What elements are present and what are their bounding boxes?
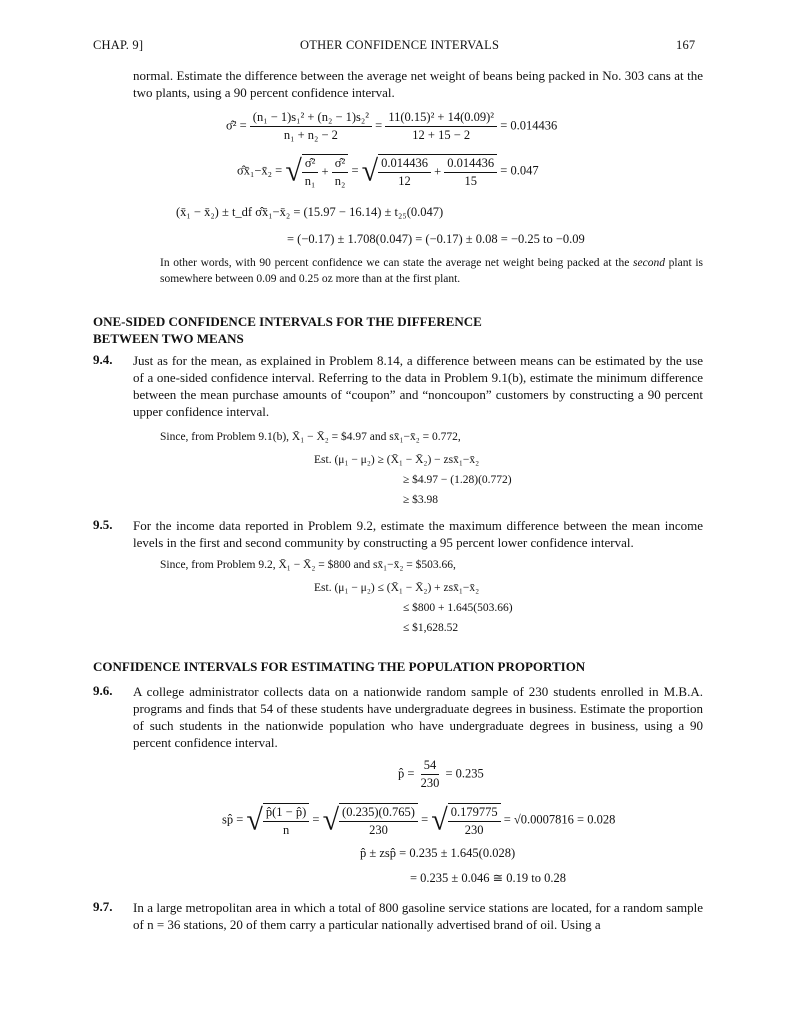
problem-9-4-line1: Est. (μ₁ − μ₂) ≥ (X̄₁ − X̄₂) − zsx̄₁−x̄₂ xyxy=(314,454,480,466)
eq1-lhs: σ̂² = xyxy=(226,118,247,133)
problem-9-5-line2: ≤ $800 + 1.645(503.66) xyxy=(403,602,513,614)
eq1-den2: 12 + 15 − 2 xyxy=(412,128,471,142)
problem-9-5-line1: Est. (μ₁ − μ₂) ≤ (X̄₁ − X̄₂) + zsx̄₁−x̄₂ xyxy=(314,582,480,594)
equation-pooled-variance xyxy=(226,110,557,143)
page-number: 167 xyxy=(676,38,696,52)
sp-den2: 230 xyxy=(369,823,388,837)
equation-interval: (x̄₁ − x̄₂) ± t_df σ̂x̄₁−x̄₂ = (15.97 − 16.14) ± t₂₅(0.047) xyxy=(176,205,444,219)
eq2-bn: n₂ xyxy=(334,174,346,188)
equation-interval-result: = (−0.17) ± 1.708(0.047) = (−0.17) ± 0.08 = −0.25 to −0.09 xyxy=(287,232,585,246)
sp-eq1: = xyxy=(312,812,320,827)
eq2-cn: 12 xyxy=(398,174,411,188)
eq2-result: = 0.047 xyxy=(500,163,539,178)
equation-standard-error-proportion xyxy=(222,803,615,838)
running-header-chapter: CHAP. 9] xyxy=(93,38,144,52)
phat-num: 54 xyxy=(421,758,440,775)
eq1-eq: = xyxy=(375,118,383,133)
eq1-den1: n₁ + n₂ − 2 xyxy=(283,128,338,142)
section-heading-proportion: CONFIDENCE INTERVALS FOR ESTIMATING THE POPULATION PROPORTION xyxy=(93,659,586,674)
problem-9-4-line2: ≥ $4.97 − (1.28)(0.772) xyxy=(403,474,512,486)
problem-9-4-since: Since, from Problem 9.1(b), X̄₁ − X̄₂ = $4.97 and sx̄₁−x̄₂ = 0.772, xyxy=(160,431,461,443)
problem-number-9-4: 9.4. xyxy=(93,352,113,367)
eq1-frac2 xyxy=(385,110,497,143)
section-heading-one-sided xyxy=(93,313,482,347)
conclusion-emphasis: second xyxy=(633,257,665,269)
section-heading-line1: ONE-SIDED CONFIDENCE INTERVALS FOR THE DIFFERENCE xyxy=(93,314,482,329)
sp-num2: (0.235)(0.765) xyxy=(339,805,418,822)
eq2-a: σ̂² xyxy=(302,156,319,173)
section-heading-line2: BETWEEN TWO MEANS xyxy=(93,331,244,346)
intro-paragraph: normal. Estimate the difference between the average net weight of beans being packed in No. 303 cans at the two plants, using a 90 percent confidence interval. xyxy=(133,68,703,100)
sp-result: = √0.0007816 = 0.028 xyxy=(503,812,616,827)
eq1-result: = 0.014436 xyxy=(500,118,558,133)
eq2-d: 0.014436 xyxy=(444,156,497,173)
conclusion-paragraph xyxy=(160,255,703,287)
sp-den3: 230 xyxy=(464,823,484,837)
sp-den1: n xyxy=(282,823,290,837)
eq1-frac1 xyxy=(250,110,372,143)
eq2-plus2: + xyxy=(434,164,442,179)
problem-9-5-since: Since, from Problem 9.2, X̄₁ − X̄₂ = $800 and sx̄₁−x̄₂ = $503.66, xyxy=(160,559,456,571)
problem-9-6-text: A college administrator collects data on a nationwide random sample of 230 students enrolled in M.B.A. programs and finds that 54 of these students have undergraduate degrees in business. Estimate the proportion of such students in the nationwide population who have undergraduate degrees in business, using a 90 percent confidence interval. xyxy=(133,684,703,750)
sp-num1: p̂(1 − p̂) xyxy=(263,805,309,822)
running-header-title: OTHER CONFIDENCE INTERVALS xyxy=(300,38,500,52)
eq2-plus1: + xyxy=(321,164,329,179)
problem-number-9-6: 9.6. xyxy=(93,683,113,698)
problem-9-7-text: In a large metropolitan area in which a total of 800 gasoline service stations are located, for a random sample of n = 36 stations, 20 of them carry a particular nationally advertised brand of oil. Using a xyxy=(133,900,703,932)
phat-lhs: p̂ = xyxy=(398,766,415,781)
equation-ci-proportion: p̂ ± zsp̂ = 0.235 ± 1.645(0.028) xyxy=(360,846,516,860)
equation-p-hat xyxy=(398,758,484,791)
eq2-radicand1 xyxy=(302,154,349,189)
sqrt-sign: √ xyxy=(361,154,379,188)
problem-number-9-5: 9.5. xyxy=(93,517,113,532)
eq1-num2: 11(0.15)² + 14(0.09)² xyxy=(385,110,497,127)
phat-den: 230 xyxy=(420,776,440,790)
problem-9-4-line3: ≥ $3.98 xyxy=(403,494,439,506)
eq2-an: n₁ xyxy=(304,174,316,188)
problem-9-5-text: For the income data reported in Problem 9.2, estimate the maximum difference between the mean income levels in the first and second community by constructing a 95 percent lower confidence interval. xyxy=(133,518,703,550)
eq2-radicand2 xyxy=(378,154,497,189)
eq1-num1: (n₁ − 1)s₁² + (n₂ − 1)s₂² xyxy=(250,110,372,127)
sp-lhs: sp̂ = xyxy=(222,812,244,827)
conclusion-text-end: plant is somewhere between 0.09 and 0.25 oz more than at the first plant. xyxy=(160,257,704,285)
equation-ci-proportion-result: = 0.235 ± 0.046 ≅ 0.19 to 0.28 xyxy=(410,871,566,885)
eq2-eq: = xyxy=(351,163,359,178)
problem-9-4-text: Just as for the mean, as explained in Problem 8.14, a difference between means can be estimated by the use of a one-sided confidence interval. Referring to the data in Problem 9.1(b), estimate the minimum difference between the mean purchase amounts of “coupon” and “noncoupon” customers by constructing a 90 percent upper confidence interval. xyxy=(133,353,703,419)
eq2-c: 0.014436 xyxy=(378,156,431,173)
eq2-dn: 15 xyxy=(464,174,477,188)
sqrt-sign: √ xyxy=(285,154,302,188)
eq2-lhs: σ̂x̄₁−x̄₂ = xyxy=(237,163,283,178)
sqrt-sign: √ xyxy=(322,803,340,837)
eq2-b: σ̂² xyxy=(332,156,349,173)
sqrt-sign: √ xyxy=(246,803,263,837)
conclusion-text: In other words, with 90 percent confidence we can state the average net weight being packed at the xyxy=(160,257,630,269)
sqrt-sign: √ xyxy=(431,803,448,837)
sp-eq2: = xyxy=(421,812,429,827)
equation-standard-error xyxy=(237,154,539,189)
problem-number-9-7: 9.7. xyxy=(93,899,113,914)
sp-num3: 0.179775 xyxy=(448,805,501,822)
phat-result: = 0.235 xyxy=(445,766,484,781)
problem-9-5-line3: ≤ $1,628.52 xyxy=(403,622,459,634)
